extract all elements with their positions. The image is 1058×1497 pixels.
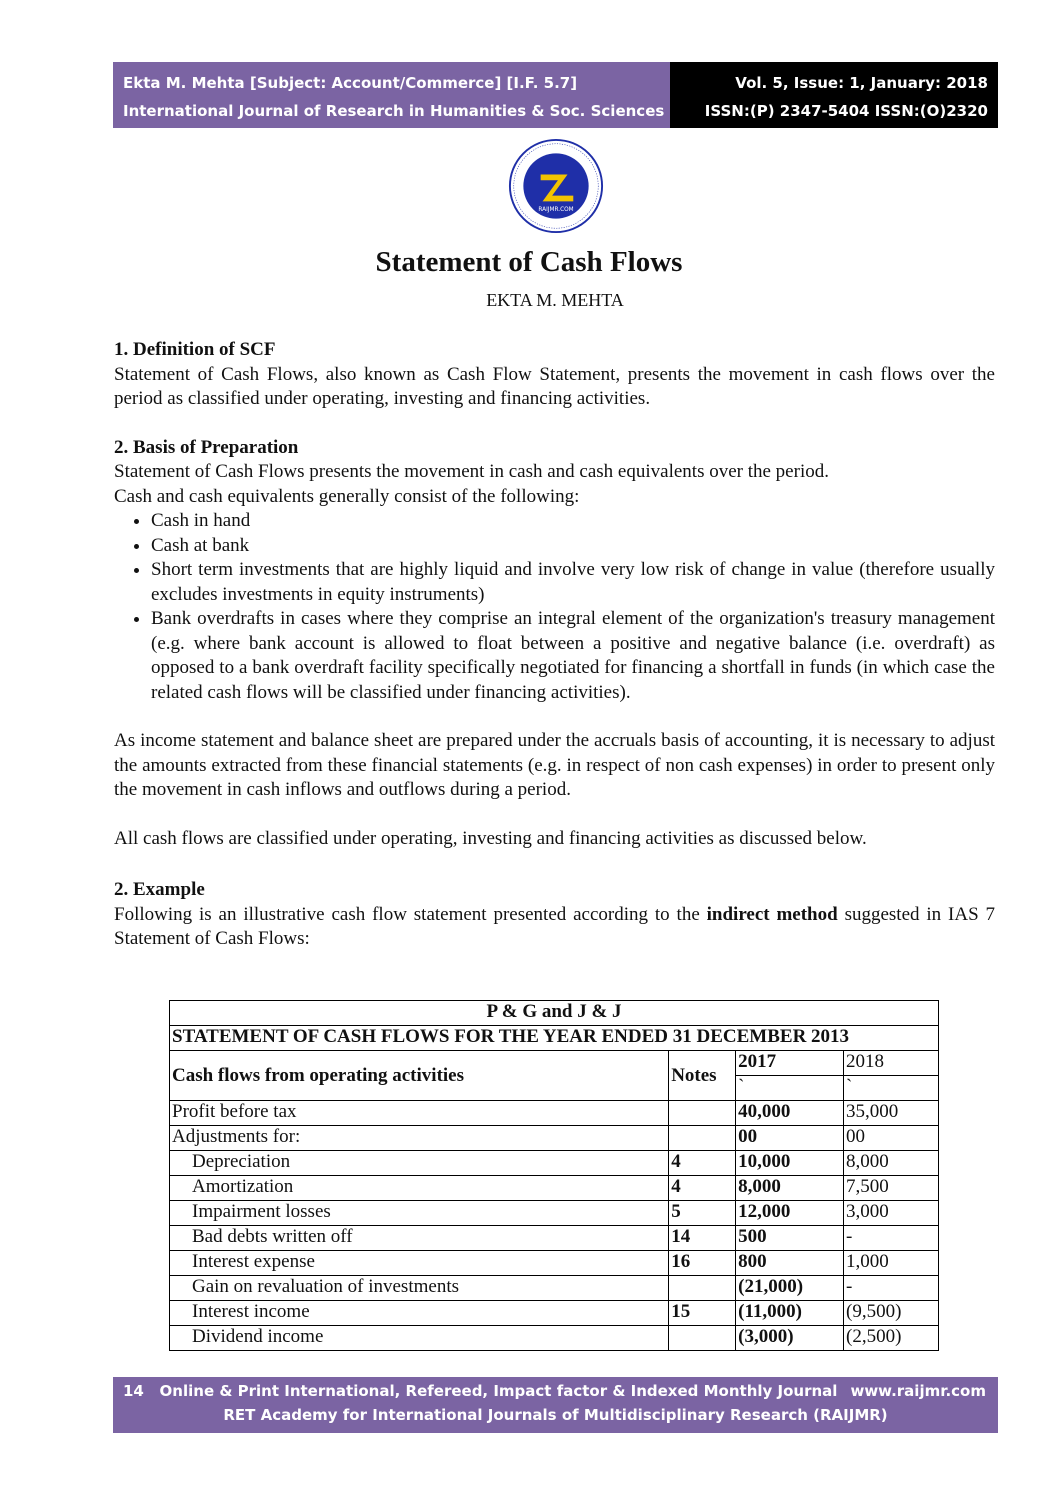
header-volume-line: Vol. 5, Issue: 1, January: 2018 (735, 74, 988, 92)
journal-header (113, 62, 998, 148)
page-number: 14 (123, 1382, 144, 1400)
journal-logo (508, 138, 604, 234)
section-heading-example: 2. Example (114, 879, 205, 900)
table-row: Amortization 4 8,000 7,500 (170, 1176, 939, 1201)
table-currency-2: ` (844, 1076, 939, 1101)
paragraph-example: Following is an illustrative cash flow statement presented according to the indirect method suggested in IAS 7 Statement of Cash Flows: (114, 903, 995, 949)
header-issn-line: ISSN:(P) 2347-5404 ISSN:(O)2320 771X (704, 102, 988, 148)
list-item: • Cash in hand (151, 509, 995, 534)
paragraph-basis-1: Statement of Cash Flows presents the movement in cash and cash equivalents over the period. (114, 461, 829, 482)
table-section-label: Cash flows from operating activities (170, 1051, 669, 1101)
table-year-2: 2018 (844, 1051, 939, 1076)
table-row: Profit before tax 40,000 35,000 (170, 1101, 939, 1126)
article-body (114, 338, 995, 952)
logo-text: RAIJMR.COM (538, 206, 574, 213)
table-statement-title: STATEMENT OF CASH FLOWS FOR THE YEAR ENDED 31 DECEMBER 2013 (170, 1026, 939, 1051)
section-heading-basis: 2. Basis of Preparation (114, 436, 299, 458)
table-row: Depreciation 4 10,000 8,000 (170, 1151, 939, 1176)
paragraph-accruals: As income statement and balance sheet are prepared under the accruals basis of accounting, it is necessary to adjust the amounts extracted from these financial statements (e.g. in respect of non cash expenses) in order to present only the movement in cash inflows and outflows during a period. (114, 730, 995, 800)
table-row: Adjustments for: 00 00 (170, 1126, 939, 1151)
article-author: EKTA M. MEHTA (486, 290, 624, 310)
cash-equivalents-list (114, 509, 995, 705)
footer-line-1 (123, 1382, 837, 1400)
paragraph-classified: All cash flows are classified under operating, investing and financing activities as discussed below. (114, 827, 867, 849)
list-item: • Cash at bank (151, 534, 995, 559)
paragraph-definition: Statement of Cash Flows, also known as Cash Flow Statement, presents the movement in cash flows over the period as classified under operating, investing and financing activities. (114, 363, 995, 409)
table-row: Impairment losses 5 12,000 3,000 (170, 1201, 939, 1226)
table-row: Gain on revaluation of investments (21,000) - (170, 1276, 939, 1301)
footer-line-2: RET Academy for International Journals of Multidisciplinary Research (RAIJMR) (223, 1406, 888, 1424)
list-item: • Short term investments that are highly liquid and involve very low risk of change in value (therefore usually excludes investments in equity instruments) (151, 558, 995, 607)
article-title: Statement of Cash Flows (375, 246, 683, 278)
table-year-1: 2017 (736, 1051, 844, 1076)
table-company: P & G and J & J (170, 1001, 939, 1026)
footer-website: www.raijmr.com (850, 1382, 986, 1400)
journal-footer (113, 1377, 998, 1433)
table-notes-header: Notes (669, 1051, 736, 1101)
header-journal-line: International Journal of Research in Humanities & Soc. Sciences (123, 102, 665, 120)
section-heading-definition: 1. Definition of SCF (114, 339, 276, 360)
header-left (113, 62, 670, 128)
paragraph-basis-2: Cash and cash equivalents generally consist of the following: (114, 485, 580, 507)
table-currency-1: ` (736, 1076, 844, 1101)
table-row: Interest income 15 (11,000) (9,500) (170, 1301, 939, 1326)
indirect-method-emphasis: indirect method (706, 903, 838, 925)
table-row: Bad debts written off 14 500 - (170, 1226, 939, 1251)
table-row: Dividend income (3,000) (2,500) (170, 1326, 939, 1351)
list-item: • Bank overdrafts in cases where they comprise an integral element of the organization's treasury management (e.g. where bank account is allowed to float between a positive and negative balance (i.e. overdraft) as opposed to a bank overdraft facility specifically negotiated for financing a shortfall in funds (in which case the related cash flows will be classified under financing activities). (151, 607, 995, 705)
header-right (670, 62, 998, 148)
cash-flow-table (169, 1000, 939, 1351)
table-row: Interest expense 16 800 1,000 (170, 1251, 939, 1276)
footer-journal-desc: Online & Print International, Refereed, Impact factor & Indexed Monthly Journal (159, 1382, 838, 1400)
header-author-line: Ekta M. Mehta [Subject: Account/Commerce] [I.F. 5.7] (123, 74, 578, 92)
